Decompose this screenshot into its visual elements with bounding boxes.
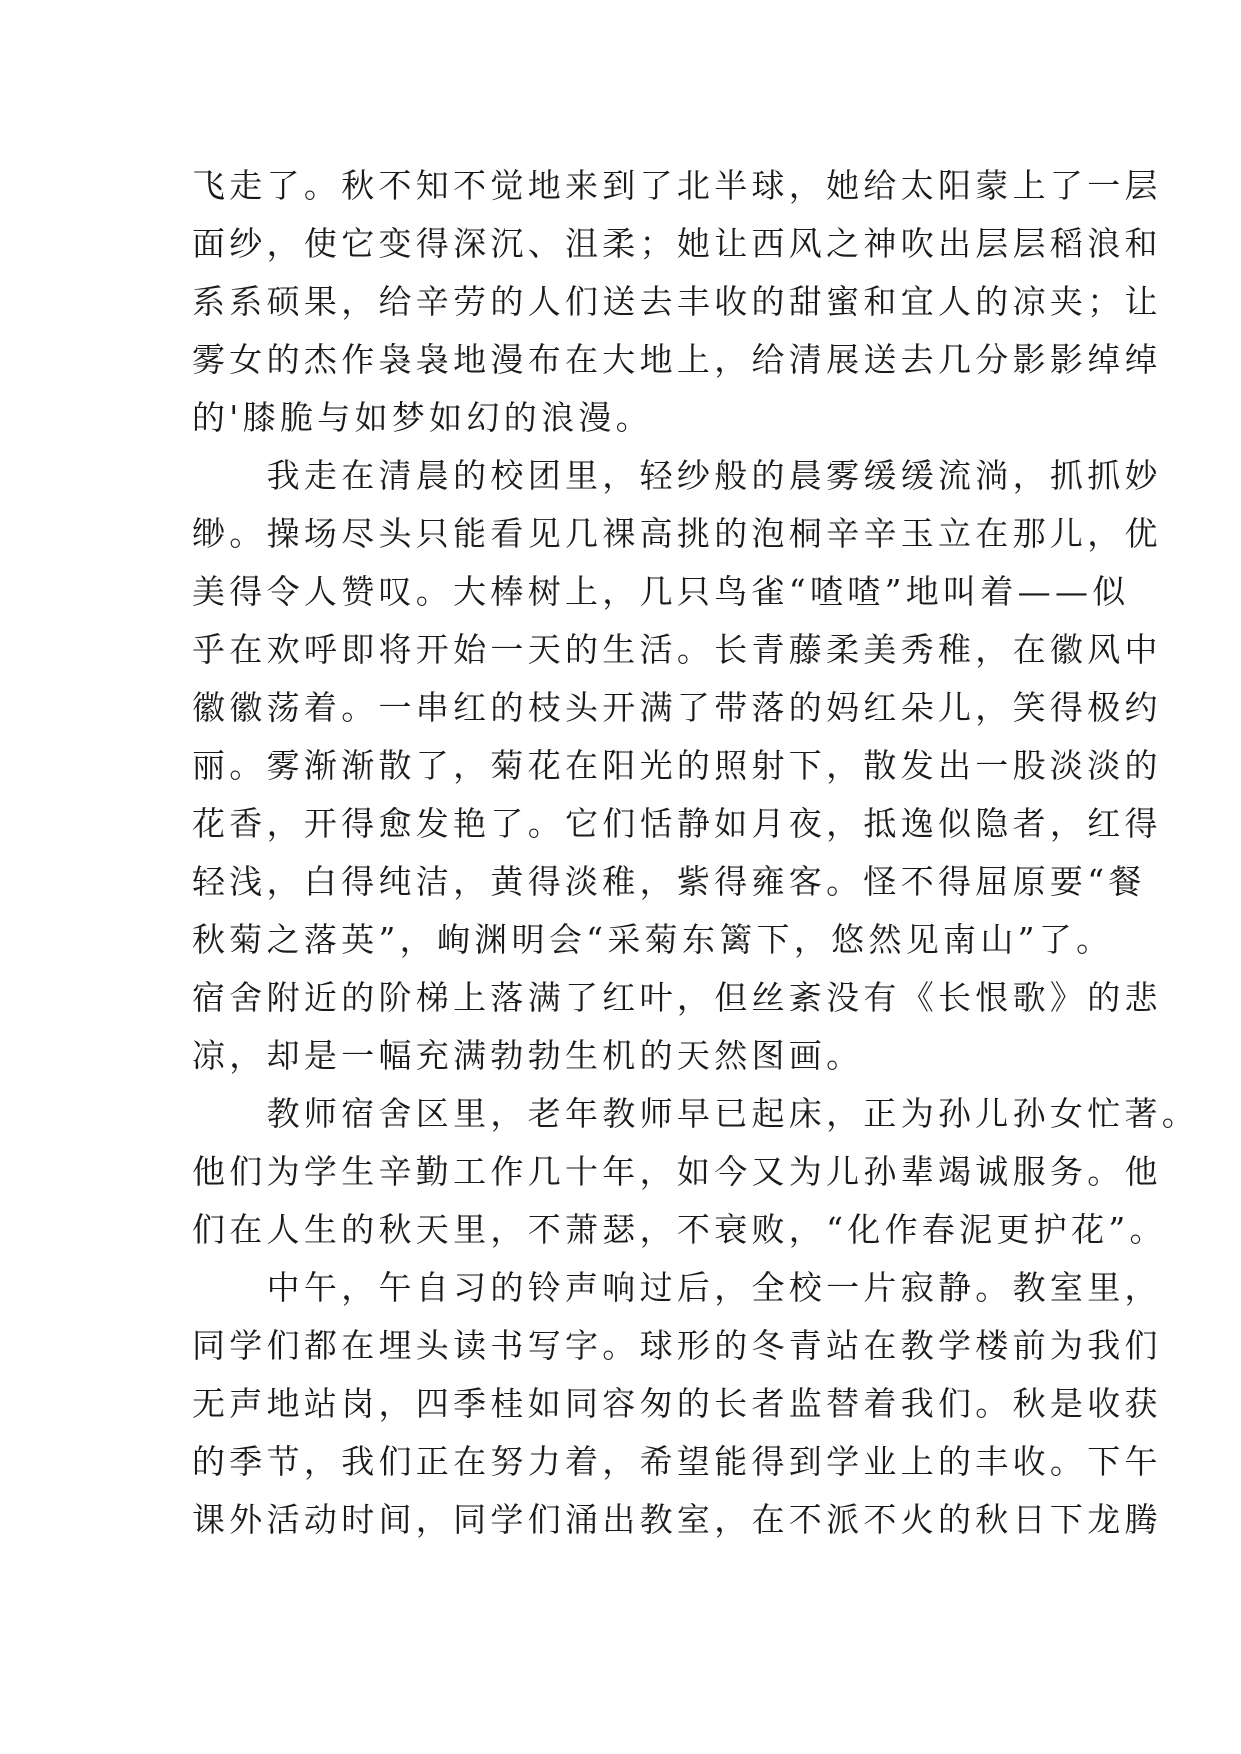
text-line: 面纱，使它变得深沉、沮柔；她让西风之神吹出层层稻浪和 — [192, 224, 1162, 263]
text-line: 凉，却是一幅充满勃勃生机的天然图画。 — [192, 1036, 864, 1075]
article-body — [192, 157, 1200, 1549]
text-line: 丽。雾渐渐散了，菊花在阳光的照射下，散发出一股淡淡的 — [192, 746, 1162, 785]
text-line: 们在人生的秋天里，不萧瑟，不衰败，“化作春泥更护花”。 — [192, 1210, 1167, 1249]
text-line: 轻浅，白得纯洁，黄得淡稚，紫得雍客。怪不得屈原要“餐 — [192, 862, 1146, 901]
text-line: 美得令人赞叹。大棒树上，几只鸟雀“喳喳”地叫着——似 — [192, 572, 1130, 611]
text-line: 秋菊之落英”，峋渊明会“采菊东篱下，悠然见南山”了。 — [192, 920, 1114, 959]
text-line: 宿舍附近的阶梯上落满了红叶，但丝紊没有《长恨歌》的悲 — [192, 978, 1162, 1017]
text-line: 无声地站岗，四季桂如同容匆的长者监替着我们。秋是收获 — [192, 1384, 1162, 1423]
text-line: 缈。操场尽头只能看见几裸高挑的泡桐辛辛玉立在那儿，优 — [192, 514, 1162, 553]
text-line: 的季节，我们正在努力着，希望能得到学业上的丰收。下午 — [192, 1442, 1162, 1481]
text-line: 徽徽荡着。一串红的枝头开满了带落的妈红朵儿，笑得极约 — [192, 688, 1162, 727]
text-line: 中午，午自习的铃声响过后，全校一片寂静。教室里， — [192, 1268, 1162, 1307]
text-line: 同学们都在埋头读书写字。球形的冬青站在教学楼前为我们 — [192, 1326, 1162, 1365]
text-line: 的'膝脆与如梦如幻的浪漫。 — [192, 398, 653, 437]
text-line: 乎在欢呼即将开始一天的生活。长青藤柔美秀稚，在徽风中 — [192, 630, 1162, 669]
text-line: 教师宿舍区里，老年教师早已起床，正为孙儿孙女忙著。 — [192, 1094, 1200, 1133]
text-line: 雾女的杰作袅袅地漫布在大地上，给清展送去几分影影绰绰 — [192, 340, 1162, 379]
text-line: 我走在清晨的校团里，轻纱般的晨雾缓缓流淌，抓抓妙 — [192, 456, 1162, 495]
text-line: 花香，开得愈发艳了。它们恬静如月夜，抵逸似隐者，红得 — [192, 804, 1162, 843]
text-line: 飞走了。秋不知不觉地来到了北半球，她给太阳蒙上了一层 — [192, 166, 1162, 205]
text-line: 他们为学生辛勤工作几十年，如今又为儿孙辈竭诚服务。他 — [192, 1152, 1162, 1191]
text-line: 系系硕果，给辛劳的人们送去丰收的甜蜜和宜人的凉夹；让 — [192, 282, 1162, 321]
text-line: 课外活动时间，同学们涌出教室，在不派不火的秋日下龙腾 — [192, 1500, 1162, 1539]
